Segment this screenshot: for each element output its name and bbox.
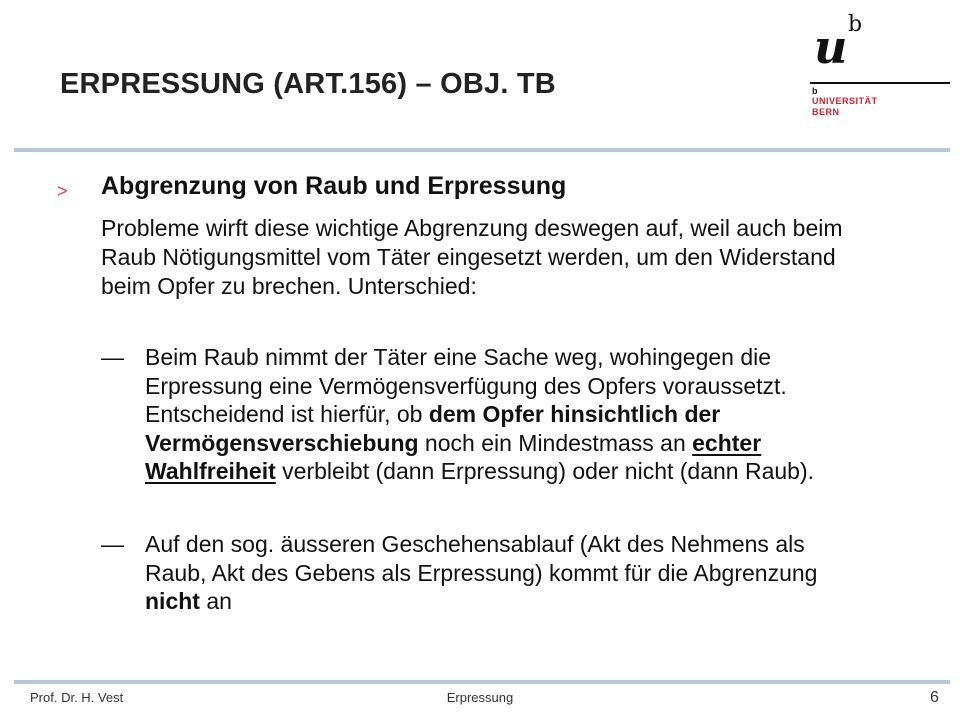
list-item-text-part: Beim Raub nimmt der Täter eine Sache weg, wohingegen die Erpressung eine Vermögensverfügung des Opfers voraussetzt. Entscheidend ist hierfür, ob <box>145 344 787 427</box>
bullet-chevron-icon: > <box>57 181 68 201</box>
list-item-text-part: verbleibt (dann Erpressung) oder nicht (dann Raub). <box>275 458 815 484</box>
footer-author: Prof. Dr. H. Vest <box>30 690 124 705</box>
logo-letter-u: u <box>814 20 848 74</box>
logo-bern-text: BERN <box>812 107 840 117</box>
university-logo <box>810 10 952 122</box>
page-number: 6 <box>930 689 939 706</box>
logo-university-text: UNIVERSITÄT <box>812 96 878 106</box>
list-item-text-part: an <box>199 588 232 614</box>
intro-paragraph: Probleme wirft diese wichtige Abgrenzung deswegen auf, weil auch beim Raub Nötigungsmittel vom Täter eingesetzt werden, um den Widerstand beim Opfer zu brechen. Unterschied: <box>101 215 843 299</box>
bold-phrase: nicht <box>145 588 200 614</box>
list-item-text-part: Auf den sog. äusseren Geschehensablauf (Akt des Nehmens als Raub, Akt des Gebens als Erpressung) kommt für die Abgrenzung <box>145 531 818 586</box>
list-item-text <box>145 530 865 616</box>
em-dash-icon: — <box>101 531 124 557</box>
footer-topic: Erpressung <box>446 690 514 705</box>
logo-divider <box>810 82 950 84</box>
underlined-bold-phrase: echter Wahlfreiheit <box>145 429 762 484</box>
logo-superscript-b: b <box>848 12 863 37</box>
section-heading: Abgrenzung von Raub und Erpressung <box>101 172 567 200</box>
footer-divider <box>14 680 950 684</box>
logo-small-b: b <box>812 86 818 96</box>
header-divider <box>14 148 950 152</box>
em-dash-icon: — <box>101 344 124 370</box>
bold-phrase: dem Opfer hinsichtlich der Vermögensverschiebung <box>145 401 721 456</box>
list-item-text-part: noch ein Mindestmass an <box>418 429 693 456</box>
list-item-text <box>145 343 865 486</box>
slide-title: ERPRESSUNG (ART.156) – OBJ. TB <box>60 68 556 100</box>
